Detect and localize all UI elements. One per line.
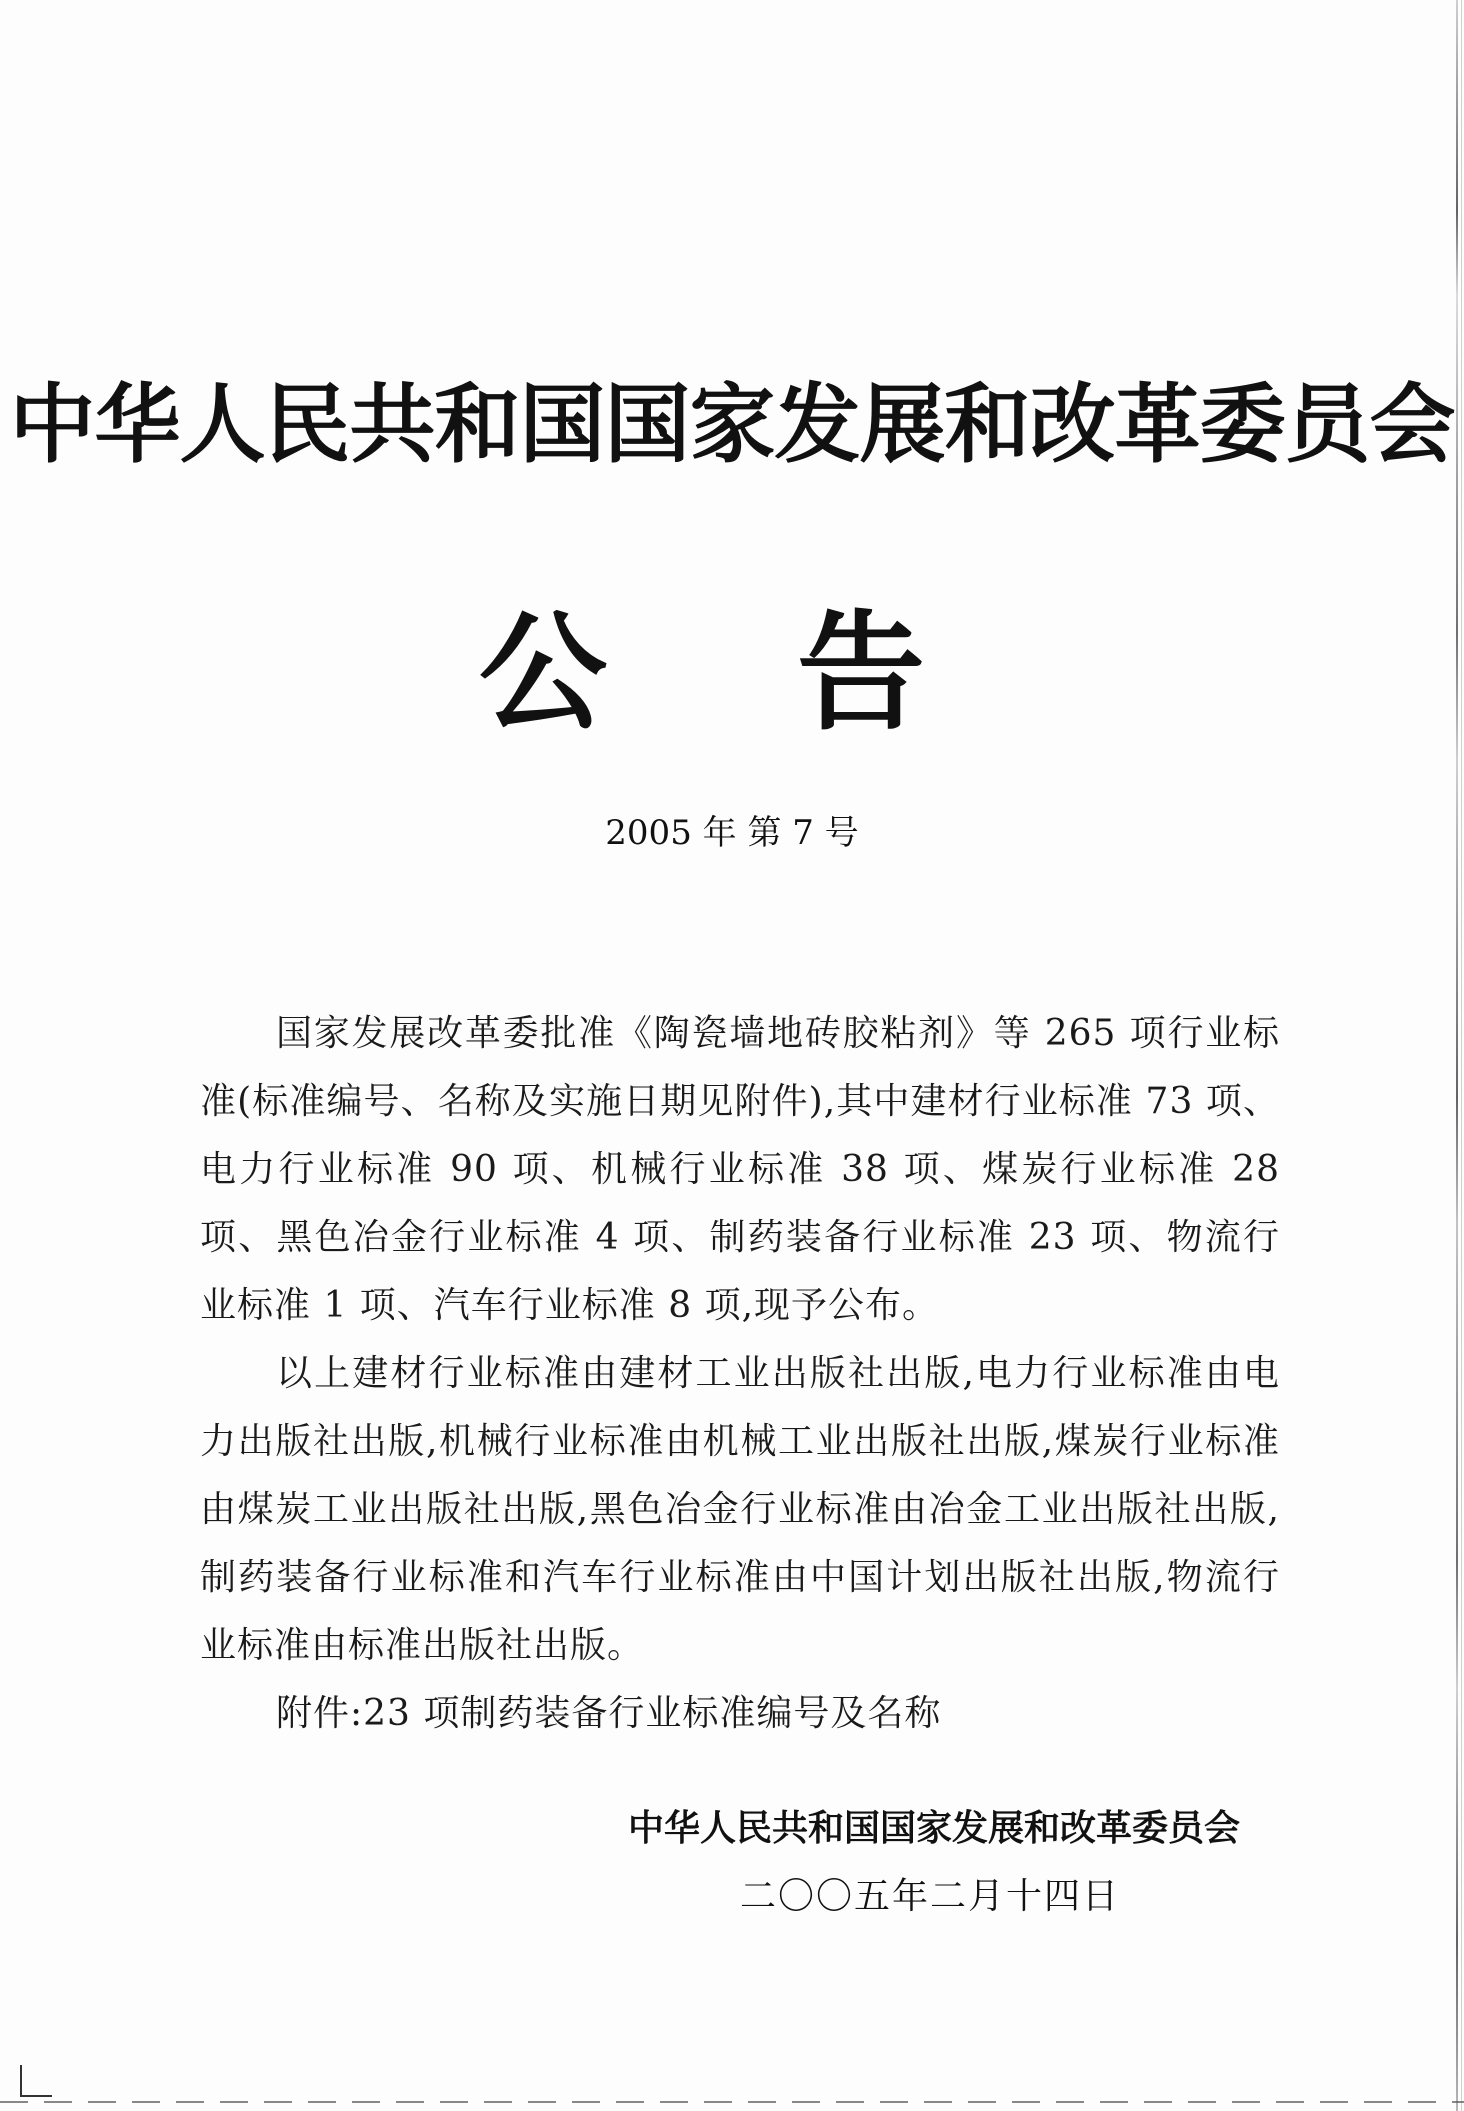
notice-title: 公告 — [479, 599, 1115, 748]
body-paragraph-approval: 国家发展改革委批准《陶瓷墙地砖胶粘剂》等 265 项行业标准(标准编号、名称及实施日期见附件),其中建材行业标准 73 项、电力行业标准 90 项、机械行业标准 38 项、煤炭行业标准 28 项、黑色冶金行业标准 4 项、制药装备行业标准 23 项、物流行业标准 1 项、汽车行业标准 8 项,现予公布。 — [200, 1013, 1280, 1326]
scan-edge-line-secondary — [1461, 0, 1462, 2111]
scan-bottom-dash — [0, 2101, 1464, 2103]
scan-corner-mark — [20, 2065, 52, 2097]
scan-edge-line — [1456, 0, 1458, 2111]
signature-date: 二〇〇五年二月十四日 — [740, 1876, 1121, 1917]
agency-title: 中华人民共和国国家发展和改革委员会 — [9, 375, 1455, 475]
issue-number: 2005 年 第 7 号 — [605, 813, 859, 853]
signature-organization: 中华人民共和国国家发展和改革委员会 — [628, 1807, 1241, 1849]
body-paragraph-publishers: 以上建材行业标准由建材工业出版社出版,电力行业标准由电力出版社出版,机械行业标准由机械工业出版社出版,煤炭行业标准由煤炭工业出版社出版,黑色冶金行业标准由冶金工业出版社出版,制药装备行业标准和汽车行业标准由中国计划出版社出版,物流行业标准由标准出版社出版。 — [200, 1353, 1280, 1666]
body-paragraph-attachment: 附件:23 项制药装备行业标准编号及名称 — [276, 1693, 942, 1734]
notice-body — [200, 1000, 1280, 1748]
